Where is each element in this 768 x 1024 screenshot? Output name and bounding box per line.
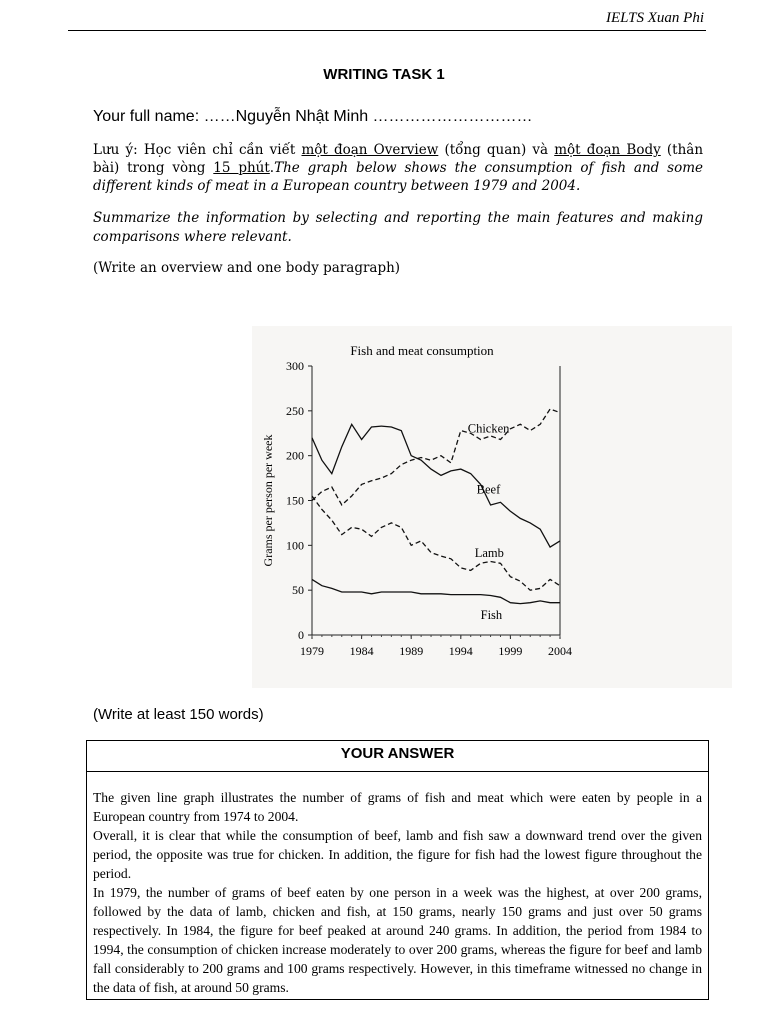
chart-container: [252, 326, 732, 688]
min-words-note: (Write at least 150 words): [93, 706, 264, 723]
note-body: một đoạn Body: [554, 142, 661, 158]
y-tick-label: 300: [286, 359, 304, 373]
series-line-chicken: [312, 409, 560, 505]
write-overview-note: (Write an overview and one body paragraph): [93, 260, 401, 276]
y-tick-label: 100: [286, 538, 304, 553]
task-instruction: Summarize the information by selecting and reporting the main features and making comparisons where relevant.: [93, 210, 703, 245]
header-divider: [68, 30, 706, 31]
series-label-beef: Beef: [476, 482, 501, 497]
answer-box: [86, 740, 709, 1000]
answer-text: [87, 772, 708, 997]
line-chart: [252, 326, 732, 688]
x-tick-label: 1989: [399, 644, 424, 658]
answer-paragraph: Overall, it is clear that while the consumption of beef, lamb and fish saw a downward trend over the given period, the opposite was true for chicken. In addition, the figure for fish had the lowest figure throughout the period.: [93, 828, 702, 881]
note-overview: một đoạn Overview: [301, 142, 439, 158]
chart-title: Fish and meat consumption: [350, 343, 494, 358]
y-tick-label: 200: [286, 448, 304, 463]
note-time: 15 phút: [213, 160, 270, 176]
x-tick-label: 1999: [498, 644, 523, 658]
y-tick-label: 250: [286, 403, 304, 418]
note-mid: (tổng quan) và: [438, 142, 555, 158]
y-axis-label: Grams per person per week: [261, 434, 275, 567]
answer-heading: YOUR ANSWER: [87, 741, 708, 772]
answer-paragraph: In 1979, the number of grams of beef eaten by one person in a week was the highest, at over 200 grams, followed by the data of lamb, chicken and fish, at 150 grams, nearly 150 grams and just over 50 grams respectively. In 1984, the figure for beef peaked at around 240 grams. In addition, the period from 1984 to 1994, the consumption of chicken increase moderately to over 200 grams, whereas the figure for beef and lamb fall considerably to 200 grams and 100 grams respectively. However, in this timeframe witnessed no change in the data of fish, at around 50 grams.: [93, 885, 702, 995]
y-tick-label: 50: [292, 583, 304, 598]
series-label-fish: Fish: [480, 607, 503, 622]
y-tick-label: 150: [286, 493, 304, 508]
note-mid2: (thân bài) trong vòng: [93, 142, 704, 176]
note-dot: .: [269, 160, 275, 176]
x-tick-label: 1984: [349, 644, 374, 658]
name-label: Your full name:: [93, 108, 204, 125]
header-brand: IELTS Xuan Phi: [605, 10, 704, 26]
task-title: WRITING TASK 1: [323, 66, 445, 83]
x-tick-label: 1994: [448, 644, 473, 658]
series-label-lamb: Lamb: [474, 545, 504, 560]
full-name-line: [93, 108, 533, 126]
x-tick-label: 1979: [300, 644, 324, 658]
series-line-lamb: [312, 496, 560, 590]
name-value: ……Nguyễn Nhật Minh …………………………: [203, 108, 533, 125]
note-prefix: Lưu ý: Học viên chỉ cần viết: [93, 142, 302, 158]
x-tick-label: 2004: [548, 644, 572, 658]
series-label-chicken: Chicken: [467, 421, 510, 436]
answer-paragraph: The given line graph illustrates the number of grams of fish and meat which were eaten by people in a European country from 1974 to 2004.: [93, 790, 702, 824]
task-note: [93, 141, 703, 195]
task-question: The graph below shows the consumption of fish and some different kinds of meat in a European country between 1979 and 2004.: [93, 160, 703, 194]
y-tick-label: 0: [298, 628, 304, 642]
